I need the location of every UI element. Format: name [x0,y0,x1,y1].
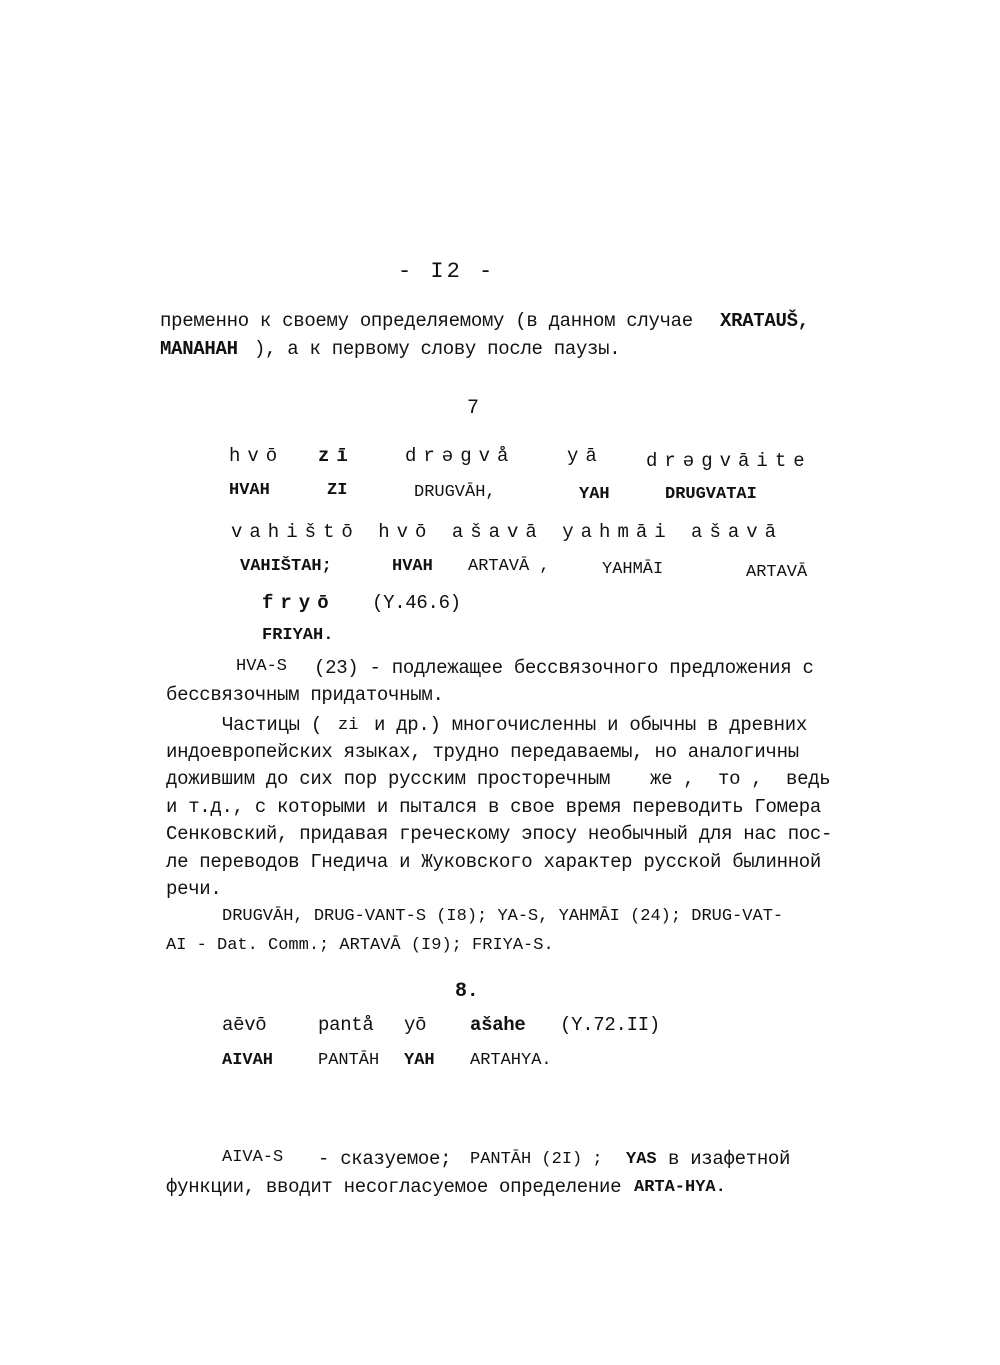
recon-word: VAHIŠTAH; [240,557,332,576]
avestan-word: aēvō [222,1014,267,1036]
recon-word: ARTAHYA. [470,1051,552,1070]
comment-word: ведь [786,768,831,790]
comment-word: то , [718,768,763,790]
comment-line: Частицы ( [222,714,322,736]
comment-line: и т.д., с которыми и пытался в свое время переводить Гомера [166,796,822,818]
comment-line: индоевропейских языках, трудно передаваемы, но аналогичны [166,741,799,763]
section-8-number: 8. [455,980,479,1003]
para-line-2a-term: MANAHAH [160,338,238,360]
comment-term: AIVA-S [222,1148,284,1167]
recon-word: HVAH [229,481,270,500]
comment-line: функции, вводит несогласуемое определение [166,1176,622,1198]
comment-refs: AI - Dat. Comm.; ARTAVĀ (I9); FRIYA-S. [166,936,554,955]
comment-refs: DRUGVĀH, DRUG-VANT-S (I8); YA-S, YAHMĀI (24); DRUG-VAT- [222,907,784,926]
para-line-1b-term: XRATAUŠ, [720,310,809,332]
para-line-1a: пременно к своему определяемому (в данном случае [160,310,693,332]
recon-word: ARTAVĀ , [468,557,550,576]
comment-term: YAS [626,1150,657,1169]
avestan-word: zī [318,445,355,467]
recon-word: DRUGVATAI [665,485,757,504]
avestan-word: drəgvå [405,445,516,467]
comment-line: речи. [166,878,222,900]
avestan-word: ašahe [470,1014,526,1036]
avestan-word: hvō [229,445,285,467]
comment-line: (23) - подлежащее бессвязочного предложения с [314,657,814,679]
section-7-number: 7 [467,397,479,420]
avestan-line-2: vahištō hvō ašavā yahmāi ašavā [231,521,784,543]
comment-line: в изафетной [668,1148,791,1170]
recon-word: DRUGVĀH, [414,483,496,502]
comment-line: и др.) многочисленны и обычны в древних [374,714,807,736]
comment-term: HVA-S [236,657,288,676]
avestan-word: yō [404,1014,427,1036]
comment-line: Сенковский, придавая греческому эпосу необычный для нас пос- [166,823,833,845]
recon-word: PANTĀH [318,1051,380,1070]
recon-word: YAH [579,485,610,504]
recon-word: YAHMĀI [602,560,664,579]
comment-line: ле переводов Гнедича и Жуковского характер русской былинной [166,851,822,873]
avestan-word: yā [567,445,604,467]
verse-reference: (Y.46.6) [372,592,461,614]
recon-word: FRIYAH. [262,626,334,645]
avestan-word: pantå [318,1014,374,1036]
comment-term: PANTĀH (2I) ; [470,1150,603,1169]
page-number: - I2 - [398,259,496,284]
comment-term: ARTA-HYA. [634,1178,726,1197]
avestan-word: fryō [262,592,336,614]
comment-line: - сказуемое; [318,1148,452,1170]
recon-word: ARTAVĀ [746,563,808,582]
avestan-word: drəgvāite [646,450,812,472]
para-line-2b: ), а к первому слову после паузы. [254,338,621,360]
comment-line: бессвязочным придаточным. [166,684,444,706]
recon-word: ZI [327,481,348,500]
comment-line: дожившим до сих пор русским просторечным [166,768,611,790]
verse-reference: (Y.72.II) [560,1014,660,1036]
recon-word: HVAH [392,557,433,576]
comment-word: же , [650,768,695,790]
recon-word: YAH [404,1051,435,1070]
recon-word: AIVAH [222,1051,274,1070]
comment-term: zi [338,716,359,735]
